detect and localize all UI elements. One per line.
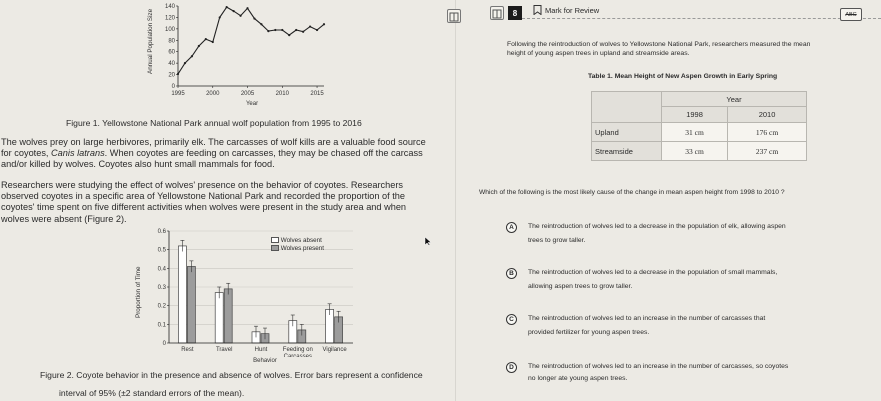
figure-2-x-axis-label: Behavior (253, 358, 277, 364)
mark-for-review-button[interactable]: Mark for Review (533, 5, 599, 15)
figure-2-legend (271, 237, 324, 253)
figure-1-data-point (316, 29, 318, 31)
figure-1-data-point (295, 29, 297, 31)
passage-paragraph-2 (1, 180, 451, 225)
question-stem: Which of the following is the most likely cause of the change in mean aspen height from 1998 to 2010 ? (479, 189, 785, 196)
figure-1-data-point (219, 16, 221, 18)
figure-1-data-point (212, 41, 214, 43)
figure-2-y-tick-label: 0.1 (157, 322, 166, 329)
figure-1-data-point (323, 23, 325, 25)
choice-letter-c: C (506, 314, 517, 325)
figure-2-bar (224, 289, 232, 343)
figure-1-y-tick-label: 20 (168, 72, 175, 79)
figure-1-y-tick-label: 40 (168, 61, 175, 68)
passage-line: The wolves prey on large herbivores, primarily elk. The carcasses of wolf kills are a valuable food source (1, 137, 426, 147)
figure-2-y-axis-label: Proportion of Time (135, 266, 142, 318)
figure-2-plot (143, 225, 363, 357)
question-number-badge: 8 (508, 6, 522, 20)
figure-2-bar (178, 246, 186, 343)
answer-eliminator-toggle[interactable]: ABC (840, 8, 862, 21)
figure-1-x-tick-label: 1995 (171, 91, 185, 97)
table-row: Upland 31 cm 176 cm (592, 123, 807, 142)
passage-line: wolves were absent (Figure 2). (1, 213, 127, 224)
header-dashed-rule (522, 18, 881, 19)
choice-letter-b: B (506, 268, 517, 279)
figure-1-y-tick-label: 140 (164, 4, 175, 10)
figure-1-data-point (239, 15, 241, 17)
figure-2-caption-line-2: interval of 95% (±2 standard errors of the mean). (59, 388, 245, 398)
figure-1-x-tick-label: 2005 (240, 91, 255, 97)
figure-2-x-tick-label: Rest (181, 347, 194, 353)
figure-1-data-point (302, 31, 304, 33)
figure-2-y-tick-label: 0.6 (157, 229, 166, 235)
figure-2-x-tick-label: Feeding on (282, 347, 313, 353)
passage-line: and/or killed by wolves. Coyotes also hunt small mammals for food. (1, 159, 275, 170)
figure-2-y-tick-label: 0.5 (157, 247, 166, 254)
figure-2-y-tick-label: 0 (162, 341, 166, 347)
aspen-height-table (591, 91, 807, 161)
figure-1-y-tick-label: 80 (168, 38, 175, 45)
figure-1-y-tick-label: 120 (164, 15, 175, 22)
table-col-1998: 1998 (662, 107, 728, 123)
figure-2-y-tick-label: 0.4 (157, 266, 166, 273)
figure-1-data-point (191, 55, 193, 57)
table-title: Table 1. Mean Height of New Aspen Growth in Early Spring (588, 73, 778, 80)
bookmark-icon (533, 5, 542, 15)
figure-2-x-tick-label: Vigilance (322, 347, 347, 353)
figure-1-data-point (288, 34, 290, 36)
figure-1-data-point (309, 25, 311, 27)
figure-1-y-tick-label: 100 (164, 26, 175, 33)
figure-1-data-point (274, 29, 276, 31)
population-series-line (178, 7, 324, 74)
figure-2-y-tick-label: 0.2 (157, 303, 166, 310)
figure-1-data-point (226, 6, 228, 8)
figure-1-plot (156, 0, 336, 100)
passage-line: coyotes' time spent on five different activities when wolves were present in the study area and when (1, 202, 407, 213)
figure-1-data-point (198, 45, 200, 47)
passage-paragraph-1 (1, 137, 451, 171)
figure-1-y-tick-label: 0 (171, 84, 175, 90)
figure-2-y-tick-label: 0.3 (157, 285, 166, 291)
question-header (455, 0, 881, 24)
choice-letter-a: A (506, 222, 517, 233)
legend-item-absent: Wolves absent (271, 237, 324, 245)
figure-1 (146, 0, 346, 110)
question-pane: 8 Mark for Review ABC Following the reintroduction of wolves to Yellowstone National Park, researchers measured the mean height of young aspen trees in upland and streamside areas. Table 1. Mean Height of New Aspen Growth in Early Spring Year 1998 2010 Upland 31 cm 176 cm Streamside 33 cm 237 cm Which of the following is the most likely cause of the change in mean aspen height from 1998 to 2010 ? A The reintroduction of wolves led to a decrease in the population of elk, allowing aspen trees to grow taller. B The reintroduction of wolves led to a decrease in the population of small mammals, allowing aspen trees to grow taller. C The reintroduction of wolves led to an increase in the number of carcasses that provided fertilizer for young aspen trees. D The reintroduction of wolves led to an increase in the number of carcasses, so coyotes no longer ate young aspen trees. (455, 0, 881, 401)
mouse-cursor-icon (424, 236, 432, 246)
figure-2-bar (187, 266, 195, 343)
figure-1-data-point (184, 62, 186, 64)
figure-2 (133, 225, 363, 373)
figure-2-caption-line-1: Figure 2. Coyote behavior in the presence and absence of wolves. Error bars represent a confidence (40, 370, 423, 380)
figure-1-data-point (260, 23, 262, 25)
figure-1-x-axis-label: Year (245, 101, 259, 107)
figure-2-x-tick-label: Carcasses (283, 354, 312, 357)
legend-item-present: Wolves present (271, 245, 324, 253)
legend-swatch-present (271, 245, 279, 251)
figure-2-bar (215, 293, 223, 343)
figure-1-y-tick-label: 60 (168, 49, 175, 56)
passage-line: Researchers were studying the effect of wolves' presence on the behavior of coyotes. Researchers (1, 180, 403, 190)
figure-1-data-point (177, 73, 179, 75)
figure-2-x-tick-label: Hunt (254, 347, 268, 353)
figure-1-caption: Figure 1. Yellowstone National Park annual wolf population from 1995 to 2016 (66, 118, 362, 128)
table-col-2010: 2010 (728, 107, 807, 123)
figure-1-x-tick-label: 2015 (310, 91, 324, 97)
collapse-pane-icon[interactable] (490, 6, 504, 20)
figure-1-x-tick-label: 2000 (206, 91, 220, 97)
legend-swatch-absent (271, 237, 279, 243)
figure-1-data-point (233, 10, 235, 12)
figure-1-data-point (253, 17, 255, 19)
passage-line: for coyotes, Canis latrans. When coyotes are feeding on carcasses, they may be chased off the carcass (1, 148, 423, 159)
table-row: Streamside 33 cm 237 cm (592, 142, 807, 161)
figure-1-data-point (267, 30, 269, 32)
figure-1-data-point (205, 38, 207, 40)
table-col-header-year: Year (662, 92, 807, 107)
figure-1-data-point (281, 29, 283, 31)
passage-line: observed coyotes in a specific area of Yellowstone National Park and recorded the proportion of the (1, 191, 405, 202)
figure-1-x-tick-label: 2010 (275, 91, 289, 97)
figure-1-data-point (246, 7, 248, 9)
choice-letter-d: D (506, 362, 517, 373)
figure-1-y-axis-label: Annual Population Size (147, 8, 154, 74)
question-intro: Following the reintroduction of wolves to Yellowstone National Park, researchers measured the mean height of young aspen trees in upland and streamside areas. (507, 41, 811, 57)
figure-2-x-tick-label: Travel (215, 347, 233, 353)
